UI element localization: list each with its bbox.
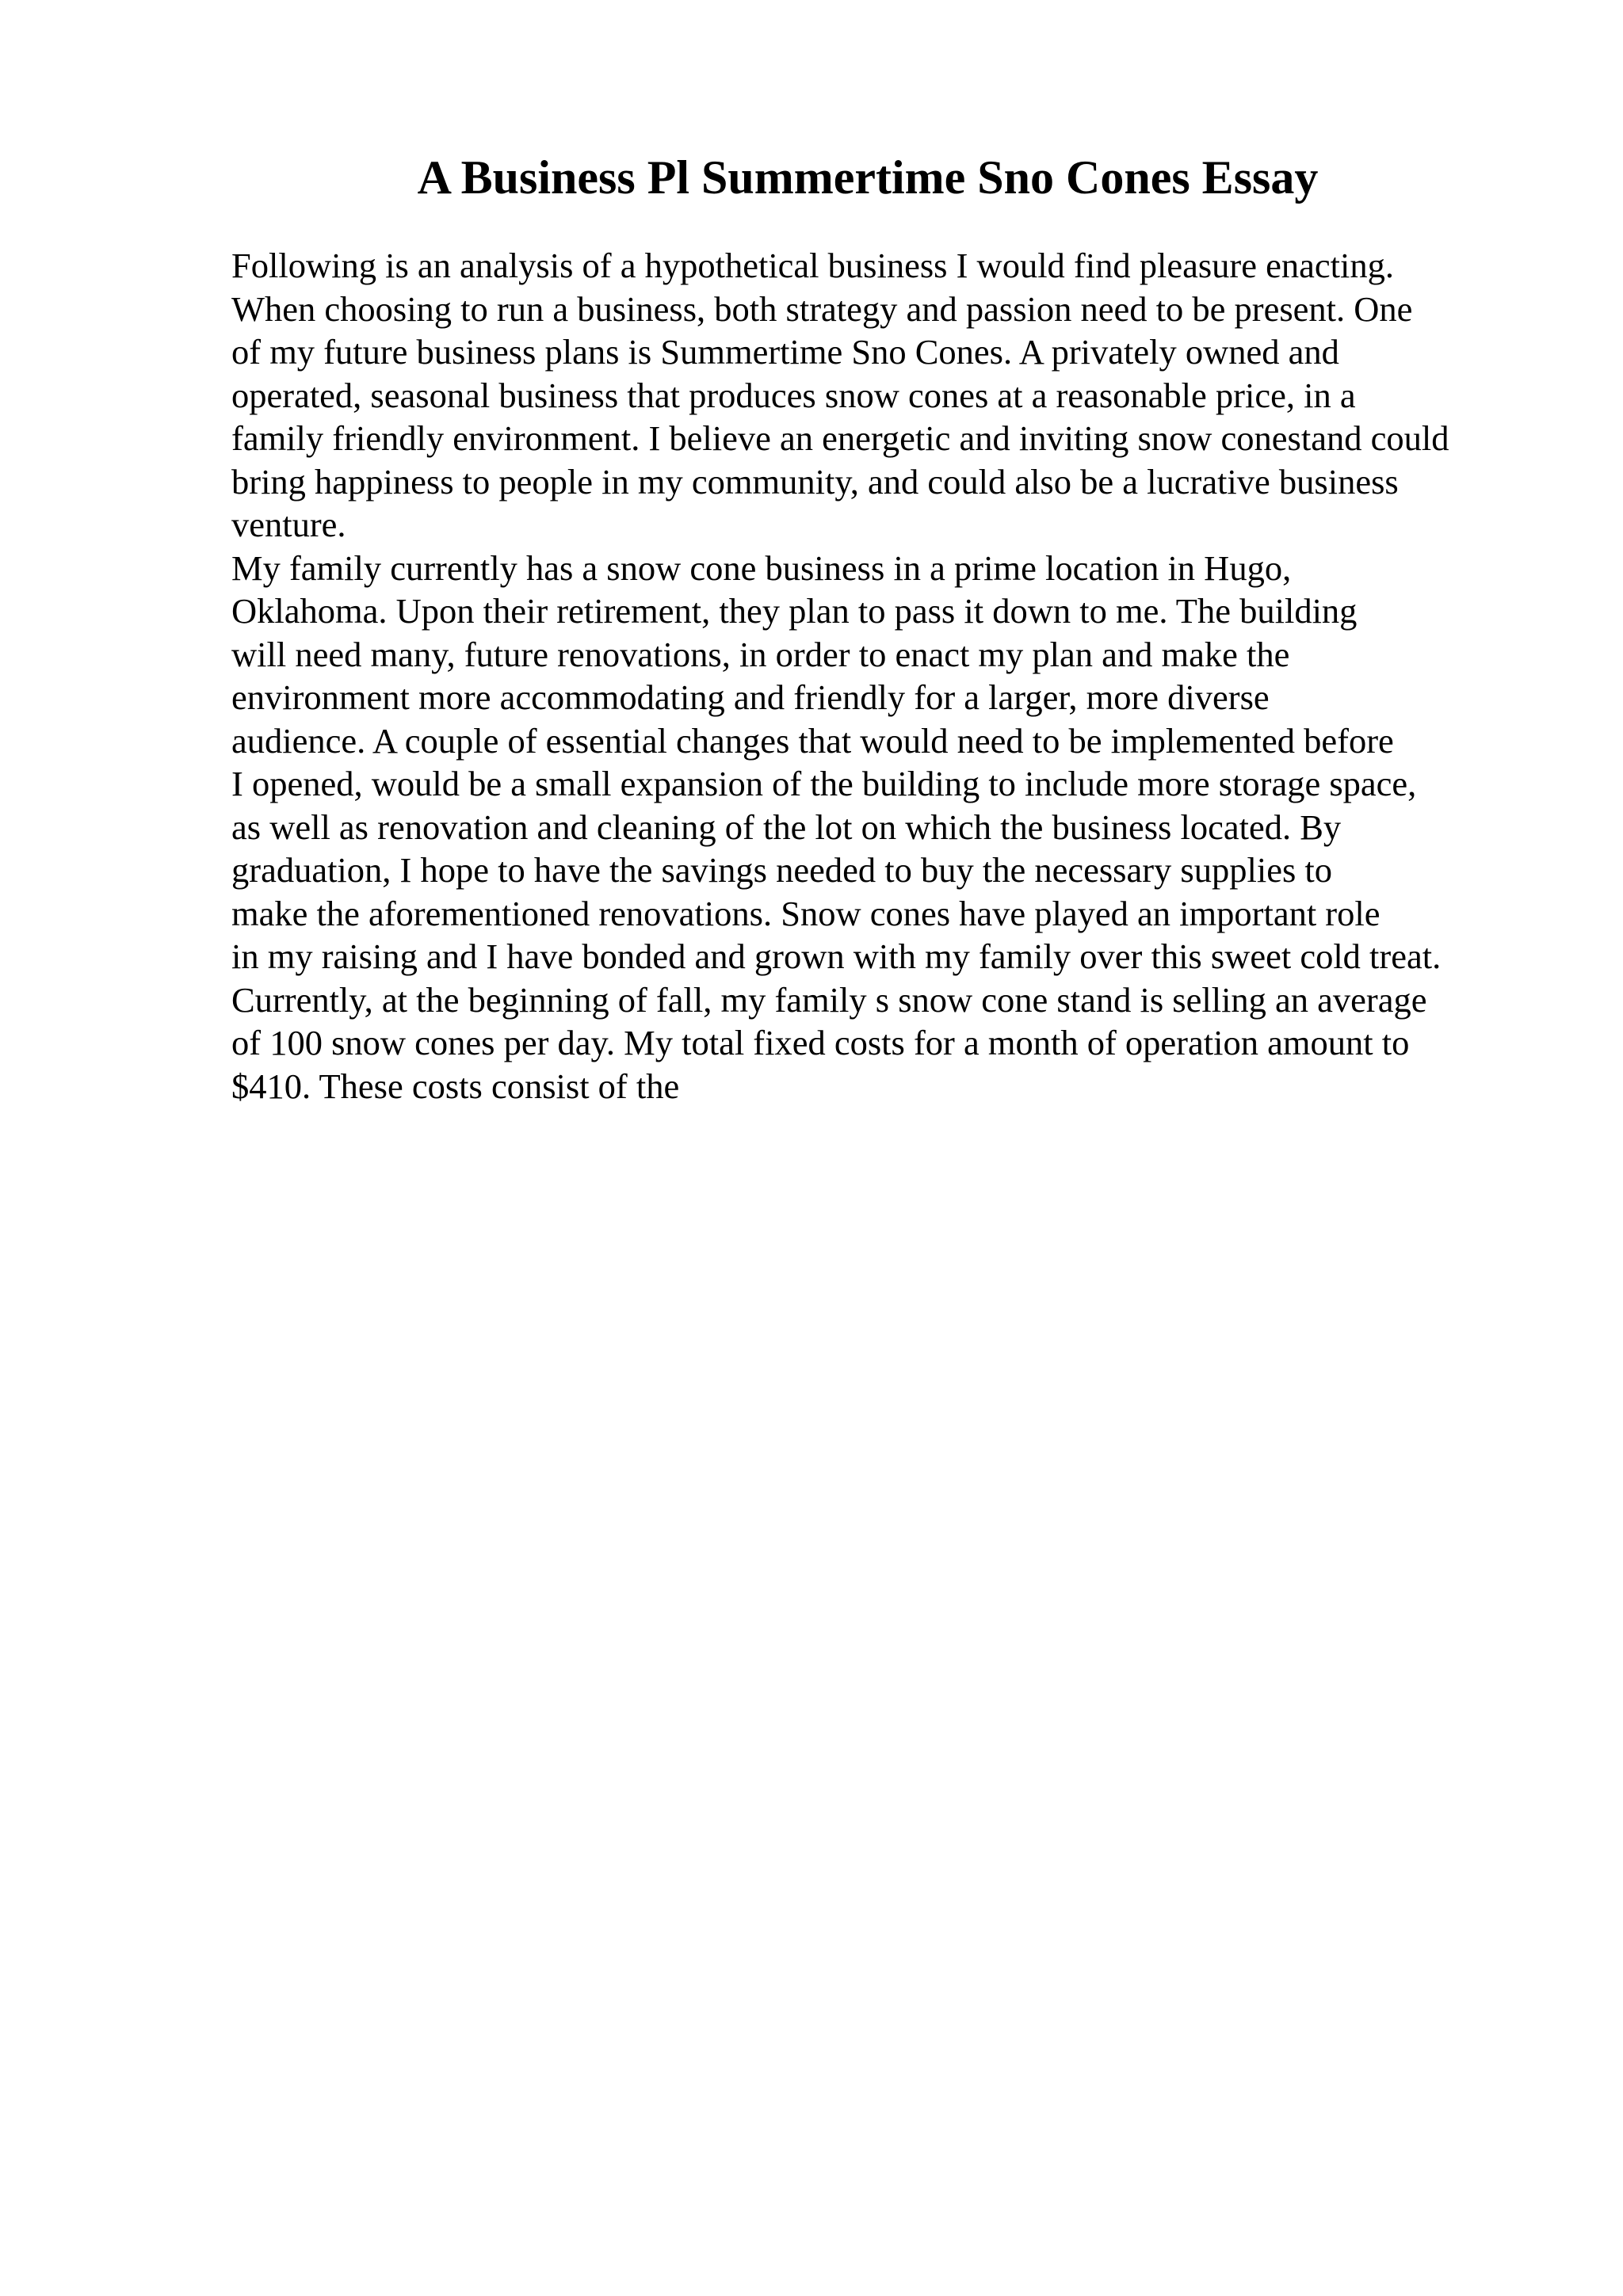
text-line: I opened, would be a small expansion of the building to include more storage space, xyxy=(231,764,1417,803)
document-title: A Business Pl Summertime Sno Cones Essay xyxy=(417,151,1319,204)
document-body xyxy=(231,244,1623,1108)
text-line: bring happiness to people in my community, and could also be a lucrative business xyxy=(231,461,1399,502)
text-line: $410. These costs consist of the xyxy=(231,1066,680,1106)
text-line: of my future business plans is Summertime Sno Cones. A privately owned and xyxy=(231,332,1339,372)
text-line: in my raising and I have bonded and grown with my family over this sweet cold treat. xyxy=(231,936,1442,976)
text-line: operated, seasonal business that produces snow cones at a reasonable price, in a xyxy=(231,375,1356,415)
text-line: audience. A couple of essential changes that would need to be implemented before xyxy=(231,720,1394,761)
text-line: My family currently has a snow cone business in a prime location in Hugo, xyxy=(231,547,1292,588)
text-line: Following is an analysis of a hypothetical business I would find pleasure enacting. xyxy=(231,246,1394,285)
text-line: graduation, I hope to have the savings needed to buy the necessary supplies to xyxy=(231,850,1333,890)
text-line: will need many, future renovations, in order to enact my plan and make the xyxy=(231,634,1290,674)
text-line: venture. xyxy=(231,505,346,544)
text-line: family friendly environment. I believe an energetic and inviting snow conestand could xyxy=(231,418,1449,458)
text-line: of 100 snow cones per day. My total fixed costs for a month of operation amount to xyxy=(231,1023,1410,1062)
text-line: Oklahoma. Upon their retirement, they plan to pass it down to me. The building xyxy=(231,591,1358,631)
text-line: When choosing to run a business, both strategy and passion need to be present. One xyxy=(231,288,1413,329)
text-line: Currently, at the beginning of fall, my family s snow cone stand is selling an average xyxy=(231,979,1427,1020)
text-line: environment more accommodating and friendly for a larger, more diverse xyxy=(231,677,1270,717)
text-line: make the aforementioned renovations. Snow cones have played an important role xyxy=(231,893,1381,933)
text-line: as well as renovation and cleaning of the lot on which the business located. By xyxy=(231,807,1342,847)
